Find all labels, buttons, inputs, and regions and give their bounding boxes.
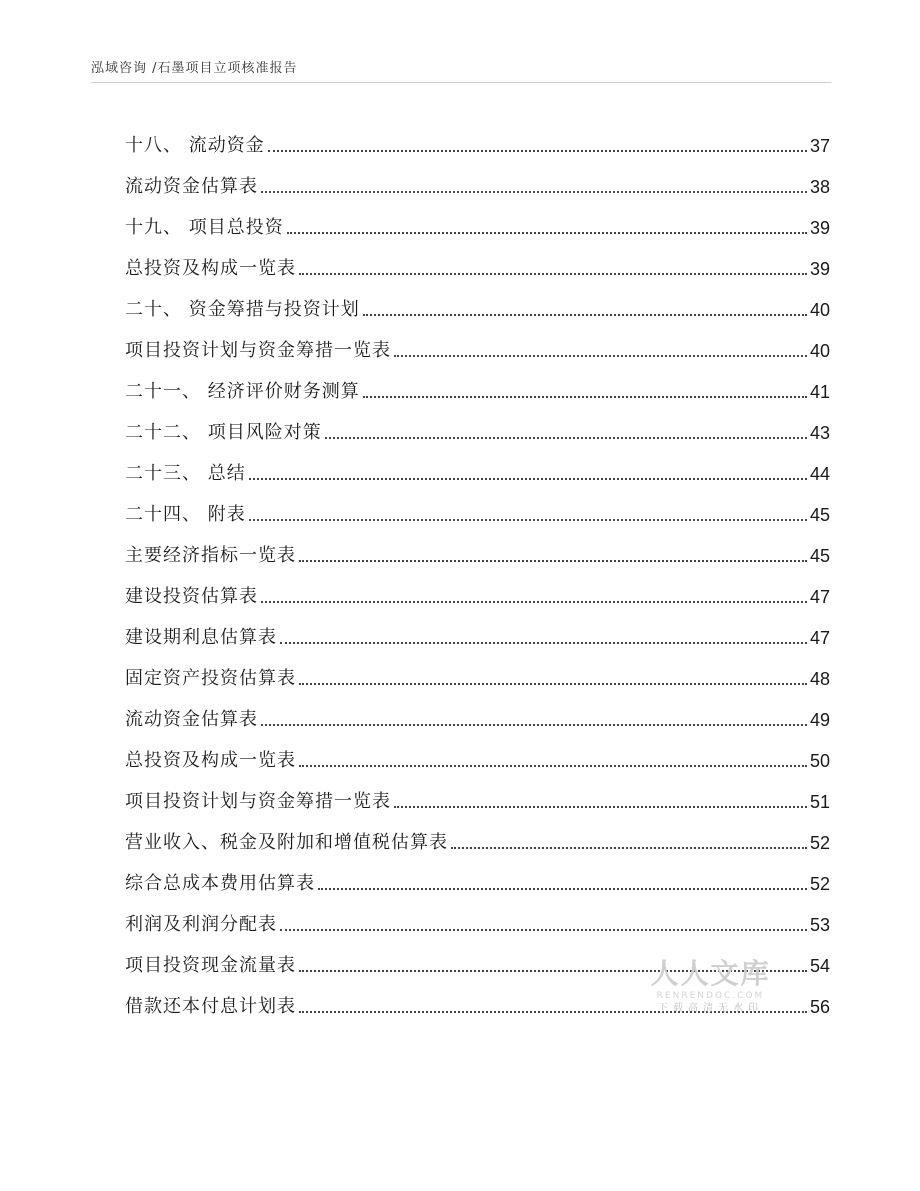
toc-entry[interactable]	[125, 404, 830, 445]
toc-dot-leader	[261, 191, 807, 193]
toc-entry[interactable]	[125, 691, 830, 732]
toc-entry-page-number: 39	[809, 259, 830, 279]
table-of-contents	[125, 117, 830, 1019]
toc-entry[interactable]	[125, 773, 830, 814]
toc-dot-leader	[299, 560, 807, 562]
toc-dot-leader	[363, 396, 807, 398]
toc-entry[interactable]	[125, 896, 830, 937]
toc-entry-page-number: 52	[809, 874, 830, 894]
toc-dot-leader	[249, 478, 807, 480]
toc-entry-title: 总投资及构成一览表	[125, 258, 296, 279]
toc-entry[interactable]	[125, 855, 830, 896]
toc-dot-leader	[363, 314, 807, 316]
toc-entry-title: 二十三、 总结	[125, 463, 246, 484]
toc-entry-title: 二十二、 项目风险对策	[125, 422, 322, 443]
toc-entry-page-number: 56	[809, 997, 830, 1017]
toc-entry[interactable]	[125, 814, 830, 855]
toc-dot-leader	[261, 724, 807, 726]
toc-dot-leader	[325, 437, 807, 439]
toc-entry-page-number: 40	[809, 300, 830, 320]
toc-entry-title: 十九、 项目总投资	[125, 217, 284, 238]
toc-entry[interactable]	[125, 199, 830, 240]
toc-dot-leader	[280, 642, 807, 644]
toc-entry-page-number: 43	[809, 423, 830, 443]
toc-entry-title: 流动资金估算表	[125, 709, 258, 730]
toc-entry-title: 总投资及构成一览表	[125, 750, 296, 771]
toc-dot-leader	[318, 888, 807, 890]
toc-dot-leader	[280, 929, 807, 931]
toc-dot-leader	[268, 150, 807, 152]
toc-entry-page-number: 51	[809, 792, 830, 812]
toc-entry-title: 项目投资计划与资金筹措一览表	[125, 791, 391, 812]
toc-dot-leader	[394, 355, 807, 357]
header-divider	[91, 82, 831, 83]
toc-entry-title: 建设期利息估算表	[125, 627, 277, 648]
toc-entry-title: 固定资产投资估算表	[125, 668, 296, 689]
toc-entry-page-number: 45	[809, 546, 830, 566]
toc-entry-title: 借款还本付息计划表	[125, 996, 296, 1017]
toc-entry-title: 利润及利润分配表	[125, 914, 277, 935]
toc-entry-page-number: 40	[809, 341, 830, 361]
watermark-domain: RENRENDOC.COM	[656, 991, 765, 1001]
page-header: 泓域咨询 /石墨项目立项核准报告	[91, 61, 298, 76]
toc-entry-page-number: 44	[809, 464, 830, 484]
toc-entry-page-number: 47	[809, 587, 830, 607]
toc-entry[interactable]	[125, 322, 830, 363]
toc-dot-leader	[394, 806, 807, 808]
toc-dot-leader	[261, 601, 807, 603]
toc-entry[interactable]	[125, 117, 830, 158]
toc-entry-title: 综合总成本费用估算表	[125, 873, 315, 894]
toc-dot-leader	[299, 683, 807, 685]
toc-entry-page-number: 49	[809, 710, 830, 730]
toc-entry[interactable]	[125, 609, 830, 650]
toc-entry-title: 项目投资计划与资金筹措一览表	[125, 340, 391, 361]
toc-entry[interactable]	[125, 445, 830, 486]
toc-entry-page-number: 41	[809, 382, 830, 402]
toc-entry-title: 营业收入、税金及附加和增值税估算表	[125, 832, 448, 853]
toc-entry-page-number: 47	[809, 628, 830, 648]
toc-entry-title: 项目投资现金流量表	[125, 955, 296, 976]
toc-entry-title: 二十四、 附表	[125, 504, 246, 525]
toc-entry-page-number: 53	[809, 915, 830, 935]
toc-entry-title: 二十一、 经济评价财务测算	[125, 381, 360, 402]
toc-entry-title: 十八、 流动资金	[125, 135, 265, 156]
watermark	[648, 958, 773, 1016]
toc-entry[interactable]	[125, 527, 830, 568]
toc-entry-page-number: 54	[809, 956, 830, 976]
toc-entry[interactable]	[125, 240, 830, 281]
toc-entry[interactable]	[125, 732, 830, 773]
toc-entry[interactable]	[125, 363, 830, 404]
toc-dot-leader	[451, 847, 807, 849]
toc-entry-title: 流动资金估算表	[125, 176, 258, 197]
toc-entry-page-number: 45	[809, 505, 830, 525]
toc-dot-leader	[299, 273, 807, 275]
toc-entry-title: 主要经济指标一览表	[125, 545, 296, 566]
toc-dot-leader	[287, 232, 807, 234]
watermark-logo-text: 人人文库	[650, 957, 771, 990]
toc-entry-page-number: 48	[809, 669, 830, 689]
toc-entry[interactable]	[125, 568, 830, 609]
toc-entry-page-number: 38	[809, 177, 830, 197]
toc-entry-title: 建设投资估算表	[125, 586, 258, 607]
toc-entry[interactable]	[125, 486, 830, 527]
toc-entry-page-number: 37	[809, 136, 830, 156]
watermark-subtitle: 下载高清无水印	[658, 1003, 763, 1014]
toc-entry-page-number: 39	[809, 218, 830, 238]
toc-entry[interactable]	[125, 281, 830, 322]
toc-entry-title: 二十、 资金筹措与投资计划	[125, 299, 360, 320]
toc-dot-leader	[249, 519, 807, 521]
toc-entry-page-number: 52	[809, 833, 830, 853]
toc-entry[interactable]	[125, 650, 830, 691]
toc-dot-leader	[299, 765, 807, 767]
toc-entry[interactable]	[125, 158, 830, 199]
toc-entry-page-number: 50	[809, 751, 830, 771]
